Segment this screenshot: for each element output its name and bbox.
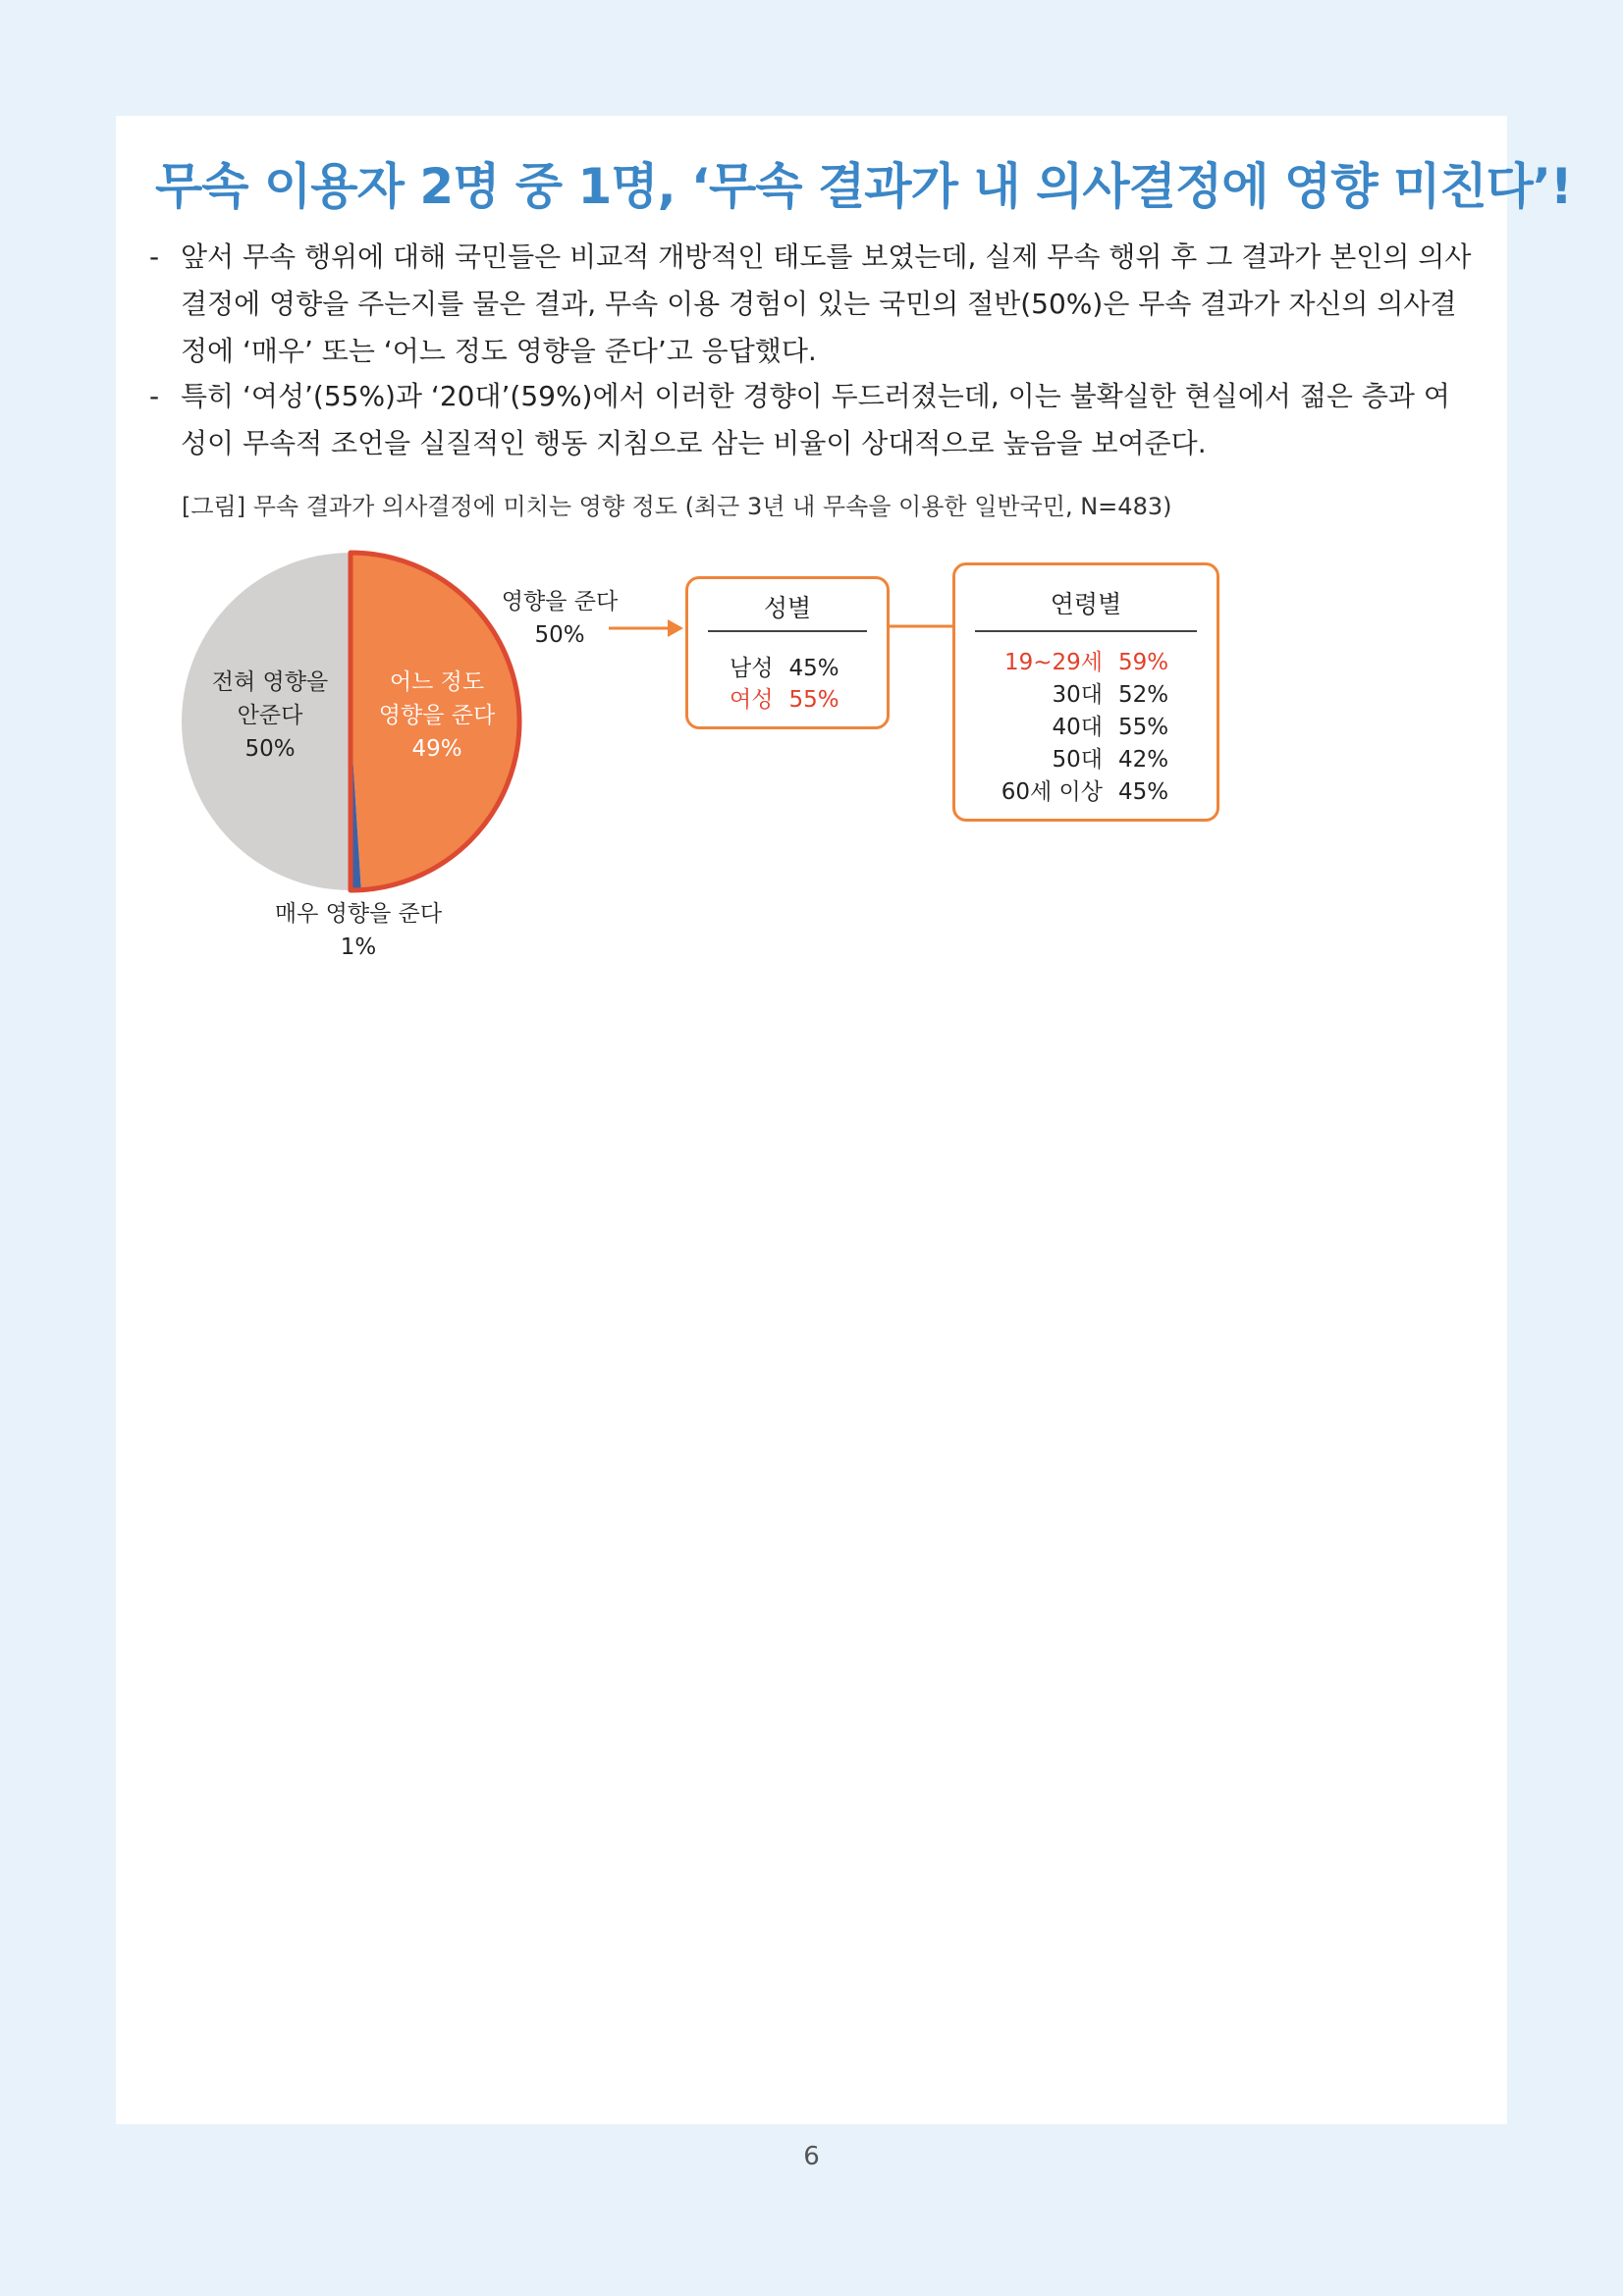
slice-value-label: 1% bbox=[340, 934, 377, 960]
age-row-value: 52% bbox=[1118, 682, 1169, 708]
slice-label-some bbox=[363, 666, 511, 766]
callout-arrow-head bbox=[668, 619, 683, 637]
slice-label-none bbox=[196, 666, 344, 766]
age-row-label: 50대 bbox=[1052, 747, 1103, 773]
age-row-label: 40대 bbox=[1052, 715, 1103, 740]
slice-value-label: 50% bbox=[244, 736, 296, 762]
age-row bbox=[975, 774, 1168, 806]
paragraph-text: 특히 ‘여성’(55%)과 ‘20대’(59%)에서 이러한 경향이 두드러졌는데, 이는 불확실한 현실에서 젊은 층과 여성이 무속적 조언을 실질적인 행동 지침으로 삼는 비율이 상대적으로 높음을 보여준다. bbox=[181, 380, 1450, 459]
slice-label-line: 어느 정도 bbox=[389, 669, 485, 695]
age-row-value: 42% bbox=[1118, 747, 1169, 773]
age-row-label: 19~29세 bbox=[1003, 650, 1103, 675]
age-box bbox=[952, 562, 1219, 822]
figure-caption: [그림] 무속 결과가 의사결정에 미치는 영향 정도 (최근 3년 내 무속을 이용한 일반국민, N=483) bbox=[182, 493, 1172, 520]
age-row bbox=[975, 644, 1168, 676]
header-divider bbox=[708, 630, 867, 632]
paragraph-text: 앞서 무속 행위에 대해 국민들은 비교적 개방적인 태도를 보였는데, 실제 무속 행위 후 그 결과가 본인의 의사결정에 영향을 주는지를 물은 결과, 무속 이용 경험이 있는 국민의 절반(50%)은 무속 결과가 자신의 의사결정에 ‘매우’ 또는 ‘어느 정도 영향을 준다’고 응답했다. bbox=[181, 240, 1472, 367]
gender-row bbox=[730, 650, 839, 682]
callout-text: 영향을 준다 bbox=[501, 589, 619, 614]
page-title: 무속 이용자 2명 중 1명, ‘무속 결과가 내 의사결정에 영향 미친다’! bbox=[155, 158, 1572, 215]
header-divider bbox=[975, 630, 1197, 632]
age-box-header: 연령별 bbox=[1050, 590, 1122, 618]
gender-row bbox=[730, 681, 839, 714]
slice-label-very bbox=[255, 897, 461, 964]
age-row-value: 45% bbox=[1118, 779, 1169, 805]
gender-row-value: 55% bbox=[788, 687, 839, 713]
age-row-value: 59% bbox=[1118, 650, 1169, 675]
slice-label-line: 매우 영향을 준다 bbox=[274, 901, 443, 927]
gender-box bbox=[685, 576, 890, 729]
age-row bbox=[975, 676, 1168, 709]
slice-value-label: 49% bbox=[411, 736, 462, 762]
age-row-label: 30대 bbox=[1052, 682, 1103, 708]
slice-label-line: 안준다 bbox=[237, 703, 303, 728]
gender-row-label: 여성 bbox=[730, 687, 774, 713]
age-row-label: 60세 이상 bbox=[1001, 779, 1103, 805]
age-row-value: 55% bbox=[1118, 715, 1169, 740]
age-row bbox=[975, 741, 1168, 774]
age-row bbox=[975, 709, 1168, 741]
slice-label-line: 전혀 영향을 bbox=[211, 669, 329, 695]
bullet-dash: - bbox=[149, 240, 160, 273]
page-number: 6 bbox=[803, 2142, 820, 2171]
gender-row-value: 45% bbox=[788, 656, 839, 681]
callout-value: 50% bbox=[534, 622, 585, 648]
slice-label-line: 영향을 준다 bbox=[378, 703, 496, 728]
gender-row-label: 남성 bbox=[730, 656, 774, 681]
bullet-dash: - bbox=[149, 380, 160, 412]
callout-label bbox=[491, 585, 628, 652]
gender-box-header: 성별 bbox=[763, 594, 812, 622]
